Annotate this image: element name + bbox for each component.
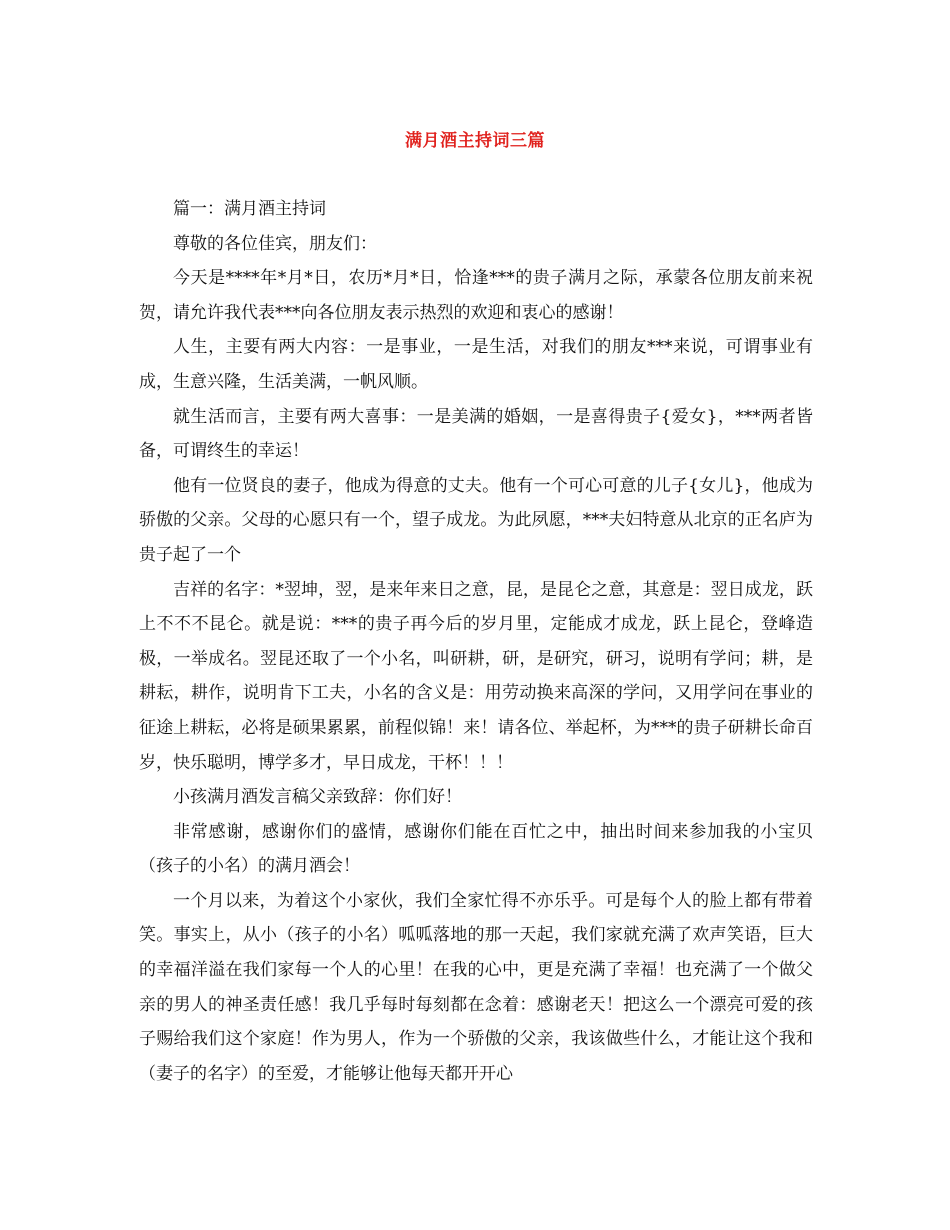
- section-heading: 篇一：满月酒主持词: [173, 199, 326, 219]
- document-body: [139, 192, 813, 1091]
- body-paragraph: 人生，主要有两大内容：一是事业，一是生活，对我们的朋友***来说，可谓事业有成，生意兴隆，生活美满，一帆风顺。: [139, 337, 813, 392]
- speech-heading: 小孩满月酒发言稿父亲致辞：你们好！: [173, 787, 462, 808]
- body-paragraph: 他有一位贤良的妻子，他成为得意的丈夫。他有一个可心可意的儿子{女儿}，他成为骄傲的父亲。父母的心愿只有一个，望子成龙。为此夙愿，***夫妇特意从北京的正名庐为贵子起了一个: [139, 475, 813, 565]
- body-paragraph: 吉祥的名字：*翌坤，翌，是来年来日之意，昆，是昆仑之意，其意是：翌日成龙，跃上不不不昆仑。就是说：***的贵子再今后的岁月里，定能成才成龙，跃上昆仑，登峰造极，一举成名。翌昆还取了一个小名，叫研耕，研，是研究，研习，说明有学问；耕，是耕耘，耕作，说明肯下工夫，小名的含义是：用劳动换来高深的学问，又用学问在事业的征途上耕耘，必将是硕果累累，前程似锦！来！请各位、举起杯，为***的贵子研耕长命百岁，快乐聪明，博学多才，早日成龙，干杯！！！: [139, 579, 813, 773]
- body-paragraph: 就生活而言，主要有两大喜事：一是美满的婚姻，一是喜得贵子{爱女}，***两者皆备，可谓终生的幸运！: [139, 406, 813, 462]
- body-paragraph: 今天是****年*月*日，农历*月*日，恰逢***的贵子满月之际，承蒙各位朋友前来祝贺，请允许我代表***向各位朋友表示热烈的欢迎和衷心的感谢！: [139, 268, 813, 323]
- document-title: 满月酒主持词三篇: [405, 131, 545, 151]
- greeting-paragraph: 尊敬的各位佳宾，朋友们：: [173, 233, 377, 254]
- body-paragraph: 一个月以来，为着这个小家伙，我们全家忙得不亦乐乎。可是每个人的脸上都有带着笑。事实上，从小（孩子的小名）呱呱落地的那一天起，我们家就充满了欢声笑语，巨大的幸福洋溢在我们家每一个人的心里！在我的心中，更是充满了幸福！也充满了一个做父亲的男人的神圣责任感！我几乎每时每刻都在念着：感谢老天！把这么一个漂亮可爱的孩子赐给我们这个家庭！作为男人，作为一个骄傲的父亲，我该做些什么，才能让这个我和（妻子的名字）的至爱，才能够让他每天都开开心: [139, 890, 813, 1084]
- body-paragraph: 非常感谢，感谢你们的盛情，感谢你们能在百忙之中，抽出时间来参加我的小宝贝（孩子的小名）的满月酒会！: [139, 821, 813, 877]
